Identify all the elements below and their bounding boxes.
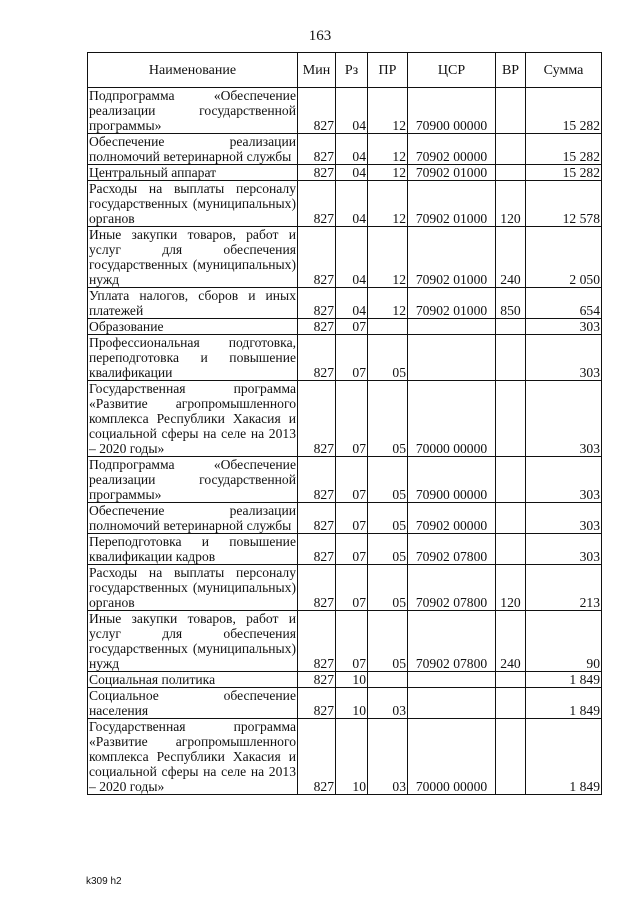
cell-pr: 05: [368, 381, 408, 457]
cell-name: Государственная программа «Развитие агропромышленного комплекса Республики Хакасия и социальной сферы на селе на 2013 – 2020 годы»: [89, 719, 296, 794]
cell-name: Центральный аппарат: [88, 165, 298, 181]
footer-code: k309 h2: [86, 876, 122, 887]
cell-name: Государственная программа «Развитие агропромышленного комплекса Республики Хакасия и социальной сферы на селе на 2013 – 2020 годы»: [89, 381, 296, 456]
cell-rz: 07: [336, 457, 368, 503]
cell-sum: 213: [526, 565, 602, 611]
table-row: [88, 534, 602, 565]
table-row: [88, 288, 602, 319]
cell-min: 827: [298, 672, 336, 688]
cell-min: 827: [298, 688, 336, 719]
cell-name: Подпрограмма «Обеспечение реализации государственной программы»: [89, 88, 296, 133]
cell-min: 827: [298, 288, 336, 319]
cell-vr: [496, 134, 526, 165]
table-row: [88, 457, 602, 503]
cell-name: Расходы на выплаты персоналу государственных (муниципальных) органов: [89, 181, 296, 226]
cell-csr: 70902 07800: [408, 534, 496, 565]
cell-pr: 05: [368, 503, 408, 534]
table-row: [88, 672, 602, 688]
cell-rz: 07: [336, 565, 368, 611]
cell-pr: 03: [368, 688, 408, 719]
cell-min: 827: [298, 381, 336, 457]
cell-rz: 07: [336, 534, 368, 565]
cell-min: 827: [298, 565, 336, 611]
cell-vr: [496, 503, 526, 534]
cell-csr: 70900 00000: [408, 457, 496, 503]
cell-min: 827: [298, 227, 336, 288]
cell-sum: 303: [526, 534, 602, 565]
cell-name: Образование: [88, 319, 298, 335]
cell-rz: 07: [336, 335, 368, 381]
cell-csr: 70902 01000: [408, 288, 496, 319]
table-row: [88, 165, 602, 181]
cell-pr: 05: [368, 534, 408, 565]
cell-name: Обеспечение реализации полномочий ветеринарной службы: [89, 503, 296, 533]
cell-sum: 15 282: [526, 165, 602, 181]
cell-vr: [496, 335, 526, 381]
cell-pr: 12: [368, 181, 408, 227]
cell-vr: [496, 165, 526, 181]
cell-vr: [496, 534, 526, 565]
cell-min: 827: [298, 88, 336, 134]
cell-csr: [408, 335, 496, 381]
cell-csr: 70000 00000: [408, 381, 496, 457]
budget-table: [87, 52, 602, 795]
table-row: [88, 719, 602, 795]
cell-rz: 07: [336, 319, 368, 335]
table-row: [88, 611, 602, 672]
cell-name: Уплата налогов, сборов и иных платежей: [89, 288, 296, 318]
header-vr: ВР: [496, 53, 526, 88]
cell-rz: 04: [336, 165, 368, 181]
cell-vr: [496, 88, 526, 134]
cell-sum: 303: [526, 319, 602, 335]
cell-vr: 120: [496, 181, 526, 227]
cell-pr: 05: [368, 457, 408, 503]
cell-csr: 70902 01000: [408, 165, 496, 181]
cell-csr: 70900 00000: [408, 88, 496, 134]
table-row: [88, 319, 602, 335]
table-row: [88, 688, 602, 719]
cell-sum: 1 849: [526, 719, 602, 795]
cell-vr: 240: [496, 227, 526, 288]
cell-vr: [496, 688, 526, 719]
cell-csr: [408, 688, 496, 719]
cell-name: Обеспечение реализации полномочий ветеринарной службы: [89, 134, 296, 164]
cell-pr: 12: [368, 227, 408, 288]
cell-rz: 10: [336, 688, 368, 719]
cell-sum: 2 050: [526, 227, 602, 288]
header-row: [88, 53, 602, 88]
cell-name: Подпрограмма «Обеспечение реализации государственной программы»: [89, 457, 296, 502]
cell-pr: [368, 319, 408, 335]
cell-rz: 07: [336, 611, 368, 672]
cell-rz: 04: [336, 88, 368, 134]
cell-csr: 70902 01000: [408, 227, 496, 288]
cell-pr: 12: [368, 288, 408, 319]
page-number: 163: [308, 28, 332, 44]
cell-min: 827: [298, 611, 336, 672]
cell-min: 827: [298, 134, 336, 165]
cell-csr: 70000 00000: [408, 719, 496, 795]
cell-rz: 04: [336, 134, 368, 165]
cell-csr: 70902 07800: [408, 565, 496, 611]
cell-csr: 70902 07800: [408, 611, 496, 672]
table-row: [88, 381, 602, 457]
cell-pr: 05: [368, 565, 408, 611]
cell-vr: 240: [496, 611, 526, 672]
header-pr: ПР: [368, 53, 408, 88]
cell-min: 827: [298, 719, 336, 795]
cell-pr: 12: [368, 88, 408, 134]
header-sum: Сумма: [526, 53, 602, 88]
cell-csr: 70902 01000: [408, 181, 496, 227]
cell-sum: 12 578: [526, 181, 602, 227]
cell-rz: 10: [336, 672, 368, 688]
table-row: [88, 227, 602, 288]
cell-sum: 1 849: [526, 672, 602, 688]
cell-name: Переподготовка и повышение квалификации кадров: [89, 534, 296, 564]
cell-vr: [496, 381, 526, 457]
cell-min: 827: [298, 534, 336, 565]
table-row: [88, 565, 602, 611]
header-rz: Рз: [336, 53, 368, 88]
cell-name: Профессиональная подготовка, переподготовка и повышение квалификации: [89, 335, 296, 380]
cell-rz: 04: [336, 288, 368, 319]
cell-sum: 303: [526, 503, 602, 534]
header-min: Мин: [298, 53, 336, 88]
cell-rz: 04: [336, 181, 368, 227]
cell-name: Иные закупки товаров, работ и услуг для обеспечения государственных (муниципальных) нужд: [89, 611, 296, 671]
cell-vr: [496, 719, 526, 795]
cell-rz: 04: [336, 227, 368, 288]
cell-csr: 70902 00000: [408, 503, 496, 534]
header-csr: ЦСР: [408, 53, 496, 88]
cell-pr: 12: [368, 134, 408, 165]
cell-sum: 1 849: [526, 688, 602, 719]
cell-min: 827: [298, 319, 336, 335]
cell-pr: 12: [368, 165, 408, 181]
cell-min: 827: [298, 165, 336, 181]
cell-min: 827: [298, 457, 336, 503]
header-name: Наименование: [88, 53, 298, 88]
table-row: [88, 181, 602, 227]
cell-sum: 654: [526, 288, 602, 319]
table-row: [88, 335, 602, 381]
cell-vr: [496, 672, 526, 688]
cell-vr: [496, 319, 526, 335]
cell-sum: 90: [526, 611, 602, 672]
cell-pr: [368, 672, 408, 688]
cell-sum: 303: [526, 335, 602, 381]
cell-rz: 07: [336, 381, 368, 457]
cell-min: 827: [298, 335, 336, 381]
cell-min: 827: [298, 181, 336, 227]
table-row: [88, 503, 602, 534]
table-row: [88, 88, 602, 134]
cell-pr: 05: [368, 611, 408, 672]
cell-sum: 303: [526, 457, 602, 503]
cell-pr: 03: [368, 719, 408, 795]
cell-sum: 15 282: [526, 134, 602, 165]
cell-sum: 303: [526, 381, 602, 457]
cell-name: Расходы на выплаты персоналу государственных (муниципальных) органов: [89, 565, 296, 610]
cell-rz: 07: [336, 503, 368, 534]
cell-csr: 70902 00000: [408, 134, 496, 165]
cell-pr: 05: [368, 335, 408, 381]
cell-sum: 15 282: [526, 88, 602, 134]
cell-name: Социальное обеспечение населения: [89, 688, 296, 718]
cell-name: Социальная политика: [88, 672, 298, 688]
cell-vr: 850: [496, 288, 526, 319]
cell-csr: [408, 672, 496, 688]
cell-min: 827: [298, 503, 336, 534]
cell-csr: [408, 319, 496, 335]
table-row: [88, 134, 602, 165]
cell-vr: [496, 457, 526, 503]
cell-vr: 120: [496, 565, 526, 611]
cell-rz: 10: [336, 719, 368, 795]
cell-name: Иные закупки товаров, работ и услуг для обеспечения государственных (муниципальных) нужд: [89, 227, 296, 287]
